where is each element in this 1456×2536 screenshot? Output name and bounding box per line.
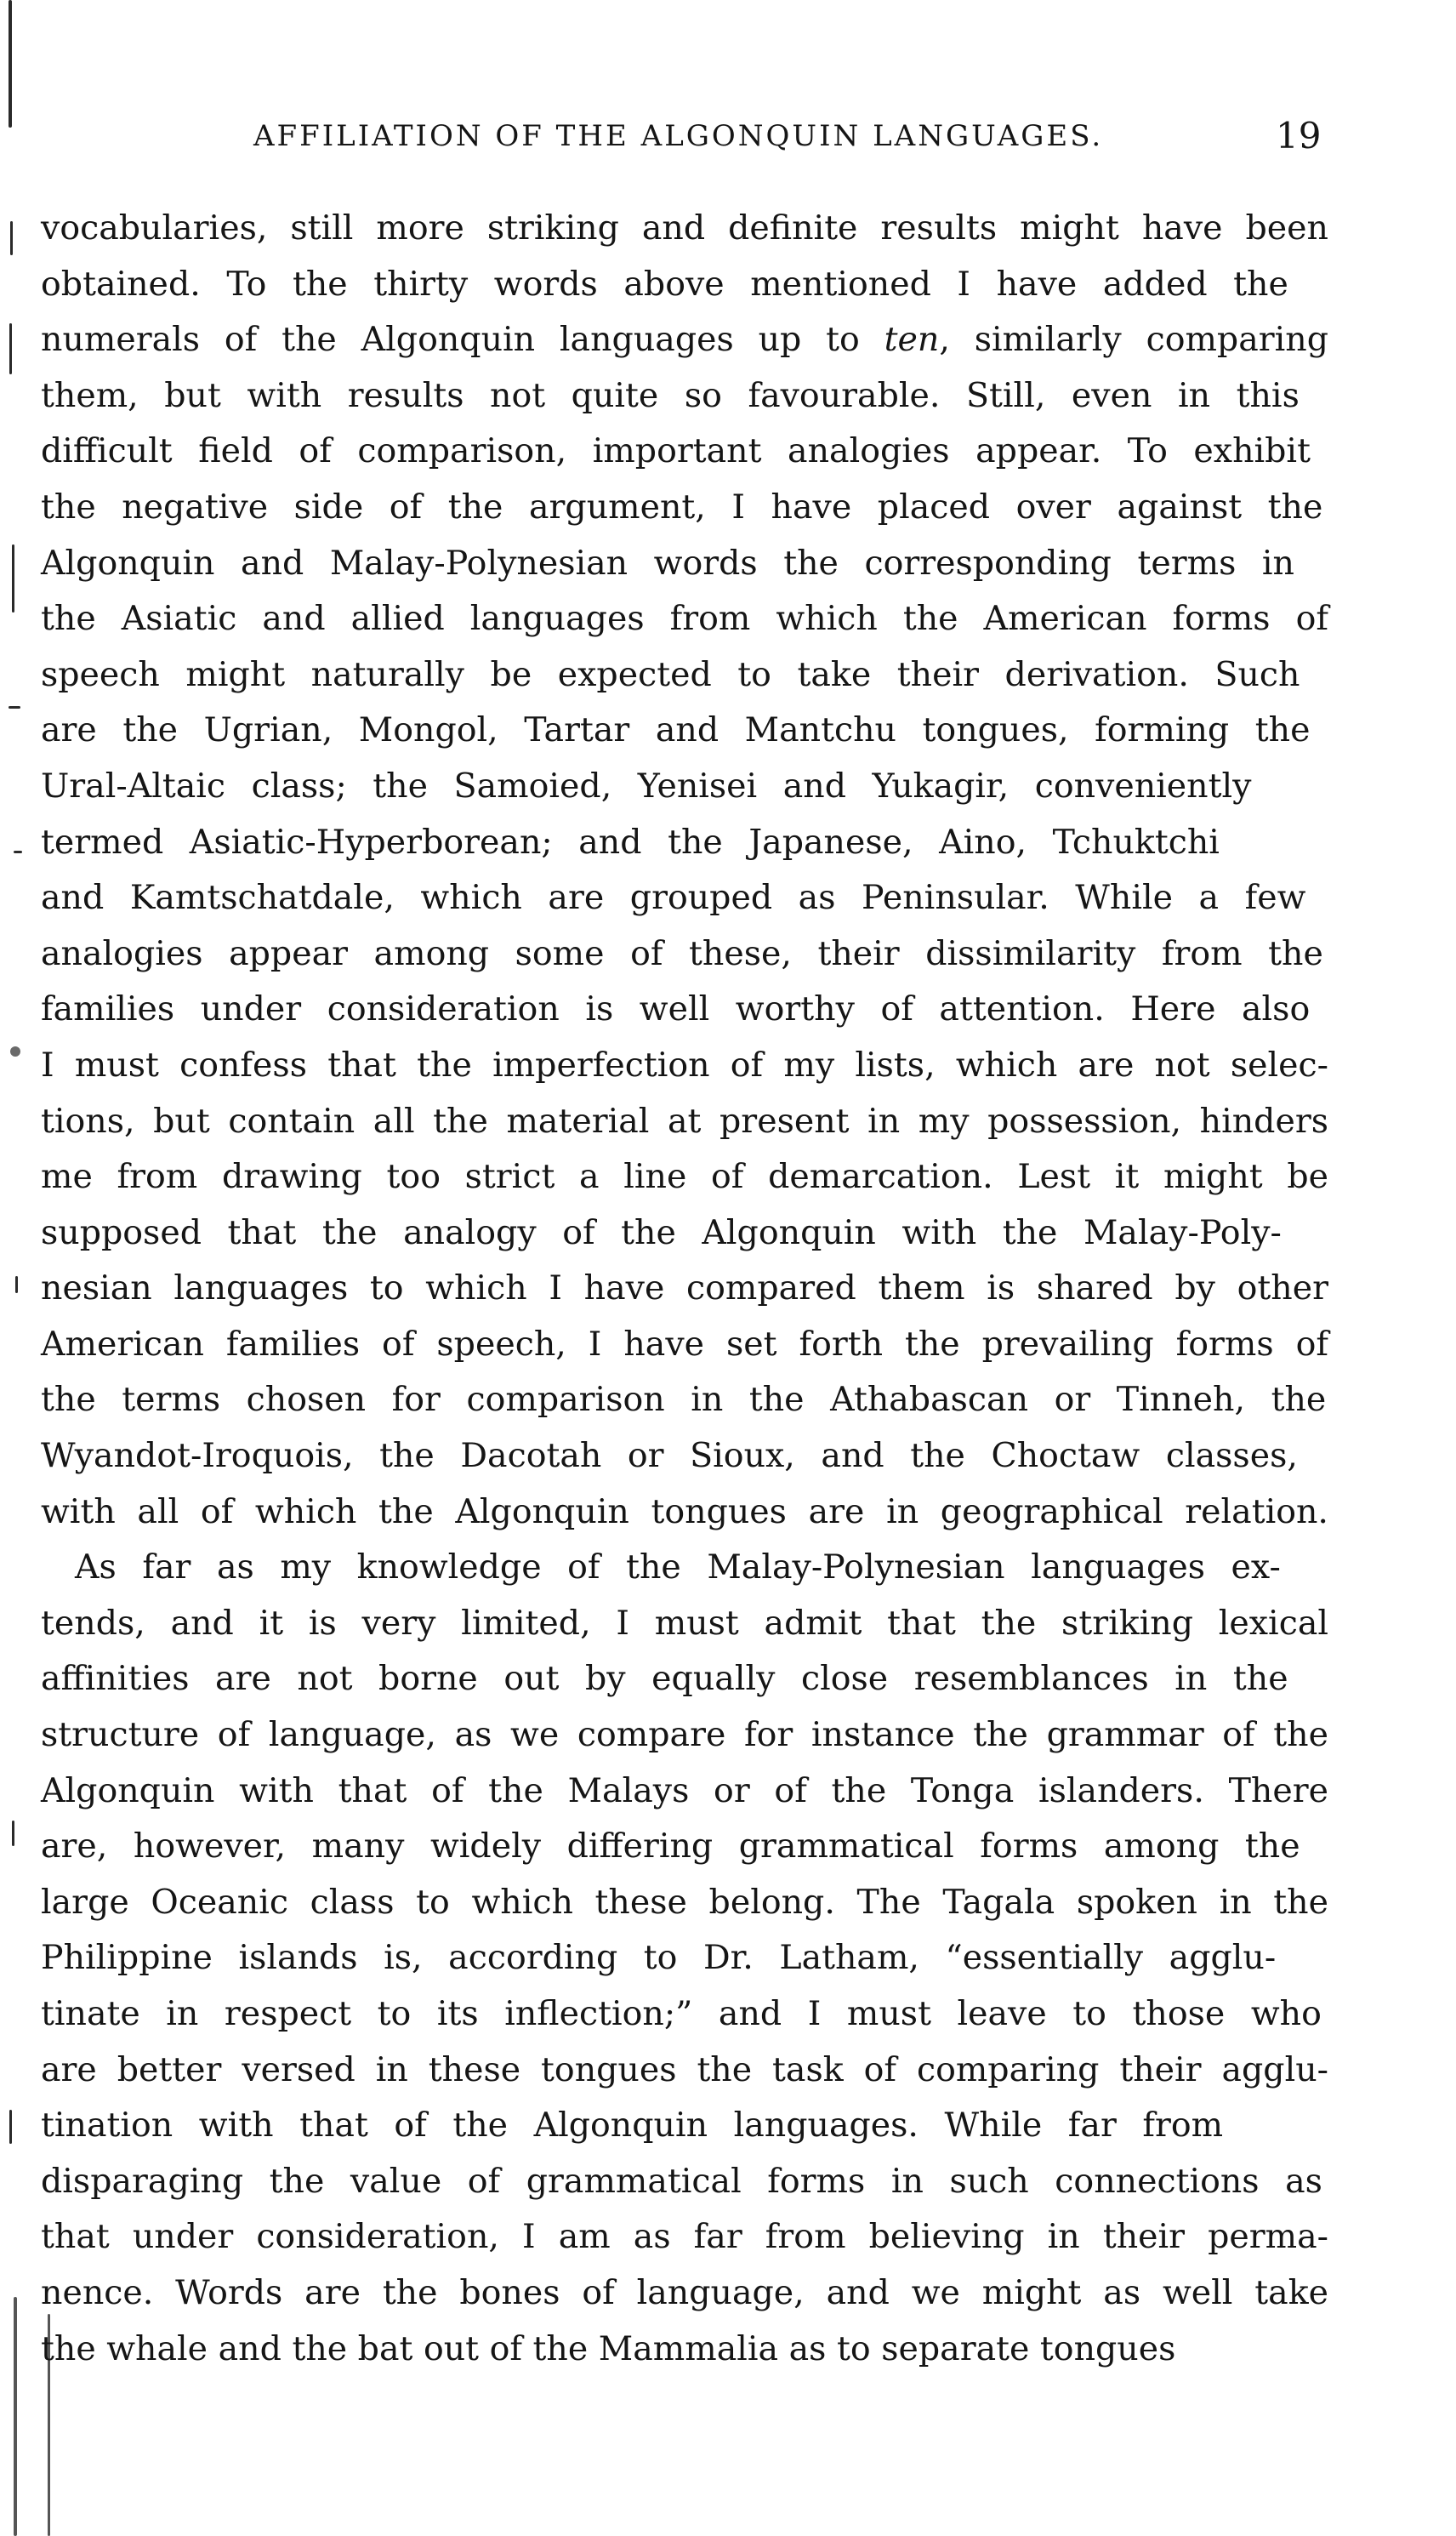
text-line: analogies appear among some of these, their dissimilarity from the	[41, 933, 1323, 973]
text-line: difficult field of comparison, important analogies appear. To exhibit	[41, 431, 1311, 471]
text-line: the whale and the bat out of the Mammalia as to separate tongues	[41, 2328, 1176, 2368]
gutter-mark	[10, 1046, 20, 1057]
text-line: speech might naturally be expected to take their derivation. Such	[41, 654, 1300, 694]
text-line: tions, but contain all the material at present in my possession, hinders	[41, 1101, 1328, 1141]
text-line: affinities are not borne out by equally close resemblances in the	[41, 1659, 1288, 1699]
gutter-mark	[9, 2110, 12, 2144]
gutter-mark	[12, 544, 14, 613]
gutter-mark	[9, 323, 12, 374]
text-line: Ural-Altaic class; the Samoied, Yenisei and Yukagir, conveniently	[41, 766, 1252, 806]
gutter-mark	[12, 1821, 14, 1846]
text-line: Wyandot-Iroquois, the Dacotah or Sioux, and the Choctaw classes,	[41, 1436, 1298, 1476]
running-title: AFFILIATION OF THE ALGONQUIN LANGUAGES.	[253, 119, 1104, 153]
text-line: obtained. To the thirty words above mentioned I have added the	[41, 264, 1288, 304]
gutter-mark	[14, 2297, 17, 2536]
text-line: large Oceanic class to which these belong. The Tagala spoken in the	[41, 1882, 1328, 1922]
text-line: with all of which the Algonquin tongues are in geographical relation.	[41, 1491, 1328, 1531]
text-line: the Asiatic and allied languages from which the American forms of	[41, 599, 1328, 639]
emphasized-word: ten	[884, 320, 940, 360]
body-text	[41, 201, 1328, 2377]
gutter-mark	[14, 851, 22, 853]
text-line: numerals of the Algonquin languages up to ten, similarly comparing	[41, 320, 1329, 360]
gutter-mark	[9, 706, 20, 709]
text-line: are the Ugrian, Mongol, Tartar and Mantchu tongues, forming the	[41, 710, 1311, 750]
gutter-mark	[10, 221, 13, 255]
text-line: tends, and it is very limited, I must admit that the striking lexical	[41, 1603, 1328, 1643]
text-line: American families of speech, I have set forth the prevailing forms of	[41, 1324, 1328, 1364]
text-line: nesian languages to which I have compared them is shared by other	[41, 1268, 1328, 1308]
text-line: the negative side of the argument, I have placed over against the	[41, 487, 1323, 527]
text-line: termed Asiatic-Hyperborean; and the Japanese, Aino, Tchuktchi	[41, 822, 1220, 862]
page-number: 19	[1276, 115, 1322, 157]
text-line: and Kamtschatdale, which are grouped as Peninsular. While a few	[41, 878, 1306, 918]
text-line: are, however, many widely differing grammatical forms among the	[41, 1826, 1300, 1866]
text-line: Algonquin and Malay-Polynesian words the corresponding terms in	[41, 543, 1294, 583]
text-line: vocabularies, still more striking and definite results might have been	[41, 208, 1328, 248]
text-line: that under consideration, I am as far from believing in their perma-	[41, 2217, 1328, 2257]
text-line: families under consideration is well worthy of attention. Here also	[41, 989, 1311, 1029]
text-line: me from drawing too strict a line of demarcation. Lest it might be	[41, 1157, 1328, 1197]
text-line: disparaging the value of grammatical forms in such connections as	[41, 2161, 1322, 2201]
text-line: nence. Words are the bones of language, and we might as well take	[41, 2272, 1328, 2312]
gutter-mark	[9, 0, 12, 128]
running-head	[0, 111, 1456, 162]
gutter-mark	[15, 1276, 18, 1293]
text-line: Philippine islands is, according to Dr. Latham, “essentially agglu-	[41, 1938, 1277, 1978]
text-line: supposed that the analogy of the Algonquin with the Malay-Poly-	[41, 1212, 1282, 1252]
text-line: tination with that of the Algonquin languages. While far from	[41, 2106, 1224, 2146]
text-line: Algonquin with that of the Malays or of the Tonga islanders. There	[41, 1770, 1328, 1810]
text-line: them, but with results not quite so favourable. Still, even in this	[41, 375, 1300, 415]
text-line: I must confess that the imperfection of my lists, which are not selec-	[41, 1045, 1328, 1085]
text-line: the terms chosen for comparison in the Athabascan or Tinneh, the	[41, 1380, 1327, 1420]
text-line: are better versed in these tongues the task of comparing their agglu-	[41, 2049, 1328, 2089]
text-line: As far as my knowledge of the Malay-Polynesian languages ex-	[75, 1547, 1281, 1587]
text-line: structure of language, as we compare for instance the grammar of the	[41, 1715, 1328, 1755]
text-line: tinate in respect to its inflection;” and I must leave to those who	[41, 1994, 1322, 2033]
